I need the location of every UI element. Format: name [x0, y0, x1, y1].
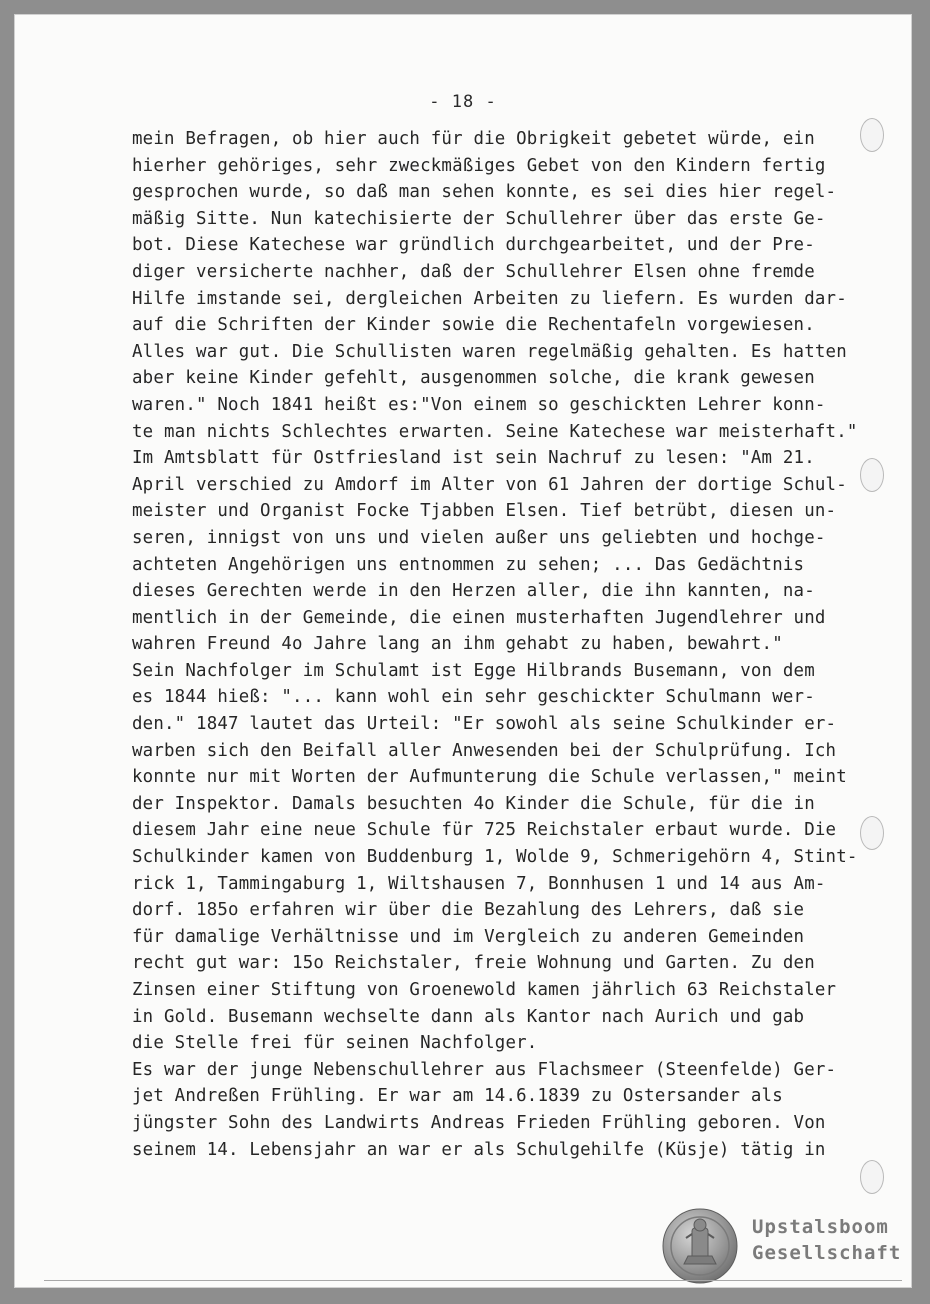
document-page — [14, 14, 912, 1288]
text-line: dorf. 185o erfahren wir über die Bezahlung des Lehrers, daß sie — [132, 900, 805, 921]
text-line: seinem 14. Lebensjahr an war er als Schulgehilfe (Küsje) tätig in — [132, 1139, 826, 1160]
punch-hole — [860, 816, 884, 850]
text-line: Es war der junge Nebenschullehrer aus Flachsmeer (Steenfelde) Ger- — [132, 1059, 837, 1080]
text-line: mein Befragen, ob hier auch für die Obrigkeit gebetet würde, ein — [132, 129, 815, 149]
text-line: die Stelle frei für seinen Nachfolger. — [132, 1033, 538, 1054]
text-line: seren, innigst von uns und vielen außer uns geliebten und hochge- — [132, 527, 826, 548]
text-line: Im Amtsblatt für Ostfriesland ist sein Nachruf zu lesen: "Am 21. — [132, 448, 815, 469]
text-line: wahren Freund 4o Jahre lang an ihm gehabt zu haben, bewahrt." — [132, 634, 783, 655]
seal-icon — [662, 1208, 738, 1284]
text-line: in Gold. Busemann wechselte dann als Kantor nach Aurich und gab — [132, 1006, 805, 1027]
text-line: warben sich den Beifall aller Anwesenden bei der Schulprüfung. Ich — [132, 740, 837, 761]
text-line: dieses Gerechten werde in den Herzen aller, die ihn kannten, na- — [132, 581, 815, 602]
text-line: hierher gehöriges, sehr zweckmäßiges Gebet von den Kindern fertig — [132, 155, 826, 176]
text-line: der Inspektor. Damals besuchten 4o Kinder die Schule, für die in — [132, 793, 815, 814]
text-line: konnte nur mit Worten der Aufmunterung die Schule verlassen," meint — [132, 767, 847, 788]
text-line: Alles war gut. Die Schullisten waren regelmäßig gehalten. Es hatten — [132, 341, 847, 362]
text-line: rick 1, Tammingaburg 1, Wiltshausen 7, Bonnhusen 1 und 14 aus Am- — [132, 873, 826, 894]
text-line: Schulkinder kamen von Buddenburg 1, Wolde 9, Schmerigehörn 4, Stint- — [132, 847, 858, 868]
body-text — [132, 126, 862, 1163]
text-line: te man nichts Schlechtes erwarten. Seine Katechese war meisterhaft." — [132, 421, 858, 442]
text-line: gesprochen wurde, so daß man sehen konnte, es sei dies hier regel- — [132, 182, 837, 203]
society-name-line: Gesellschaft — [752, 1242, 902, 1264]
text-line: Sein Nachfolger im Schulamt ist Egge Hilbrands Busemann, von dem — [132, 660, 815, 681]
text-line: bot. Diese Katechese war gründlich durchgearbeitet, und der Pre- — [132, 235, 815, 256]
bottom-divider — [44, 1280, 902, 1281]
text-line: für damalige Verhältnisse und im Vergleich zu anderen Gemeinden — [132, 926, 805, 947]
text-line: mentlich in der Gemeinde, die einen musterhaften Jugendlehrer und — [132, 607, 826, 628]
punch-hole — [860, 1160, 884, 1194]
text-line: jüngster Sohn des Landwirts Andreas Frieden Frühling geboren. Von — [132, 1112, 826, 1133]
text-line: April verschied zu Amdorf im Alter von 61 Jahren der dortige Schul- — [132, 474, 847, 495]
text-line: aber keine Kinder gefehlt, ausgenommen solche, die krank gewesen — [132, 368, 815, 389]
text-line: waren." Noch 1841 heißt es:"Von einem so geschickten Lehrer konn- — [132, 394, 826, 415]
society-name-line: Upstalsboom — [752, 1216, 889, 1238]
text-line: achteten Angehörigen uns entnommen zu sehen; ... Das Gedächtnis — [132, 554, 805, 575]
text-line: recht gut war: 15o Reichstaler, freie Wohnung und Garten. Zu den — [132, 953, 815, 974]
text-line: auf die Schriften der Kinder sowie die Rechentafeln vorgewiesen. — [132, 315, 815, 336]
text-line: es 1844 hieß: "... kann wohl ein sehr geschickter Schulmann wer- — [132, 687, 815, 708]
punch-hole — [860, 118, 884, 152]
text-line: den." 1847 lautet das Urteil: "Er sowohl als seine Schulkinder er- — [132, 714, 837, 735]
text-line: Zinsen einer Stiftung von Groenewold kamen jährlich 63 Reichstaler — [132, 980, 837, 1000]
society-logo-text — [752, 1214, 901, 1266]
text-line: diger versicherte nachher, daß der Schullehrer Elsen ohne fremde — [132, 261, 815, 282]
punch-hole — [860, 458, 884, 492]
text-line: diesem Jahr eine neue Schule für 725 Reichstaler erbaut wurde. Die — [132, 820, 837, 841]
text-line: jet Andreßen Frühling. Er war am 14.6.1839 zu Ostersander als — [132, 1086, 783, 1107]
text-line: meister und Organist Focke Tjabben Elsen. Tief betrübt, diesen un- — [132, 501, 837, 522]
text-line: Hilfe imstande sei, dergleichen Arbeiten zu liefern. Es wurden dar- — [132, 288, 847, 309]
text-line: mäßig Sitte. Nun katechisierte der Schullehrer über das erste Ge- — [132, 208, 826, 229]
page-number: - 18 - — [429, 92, 497, 112]
